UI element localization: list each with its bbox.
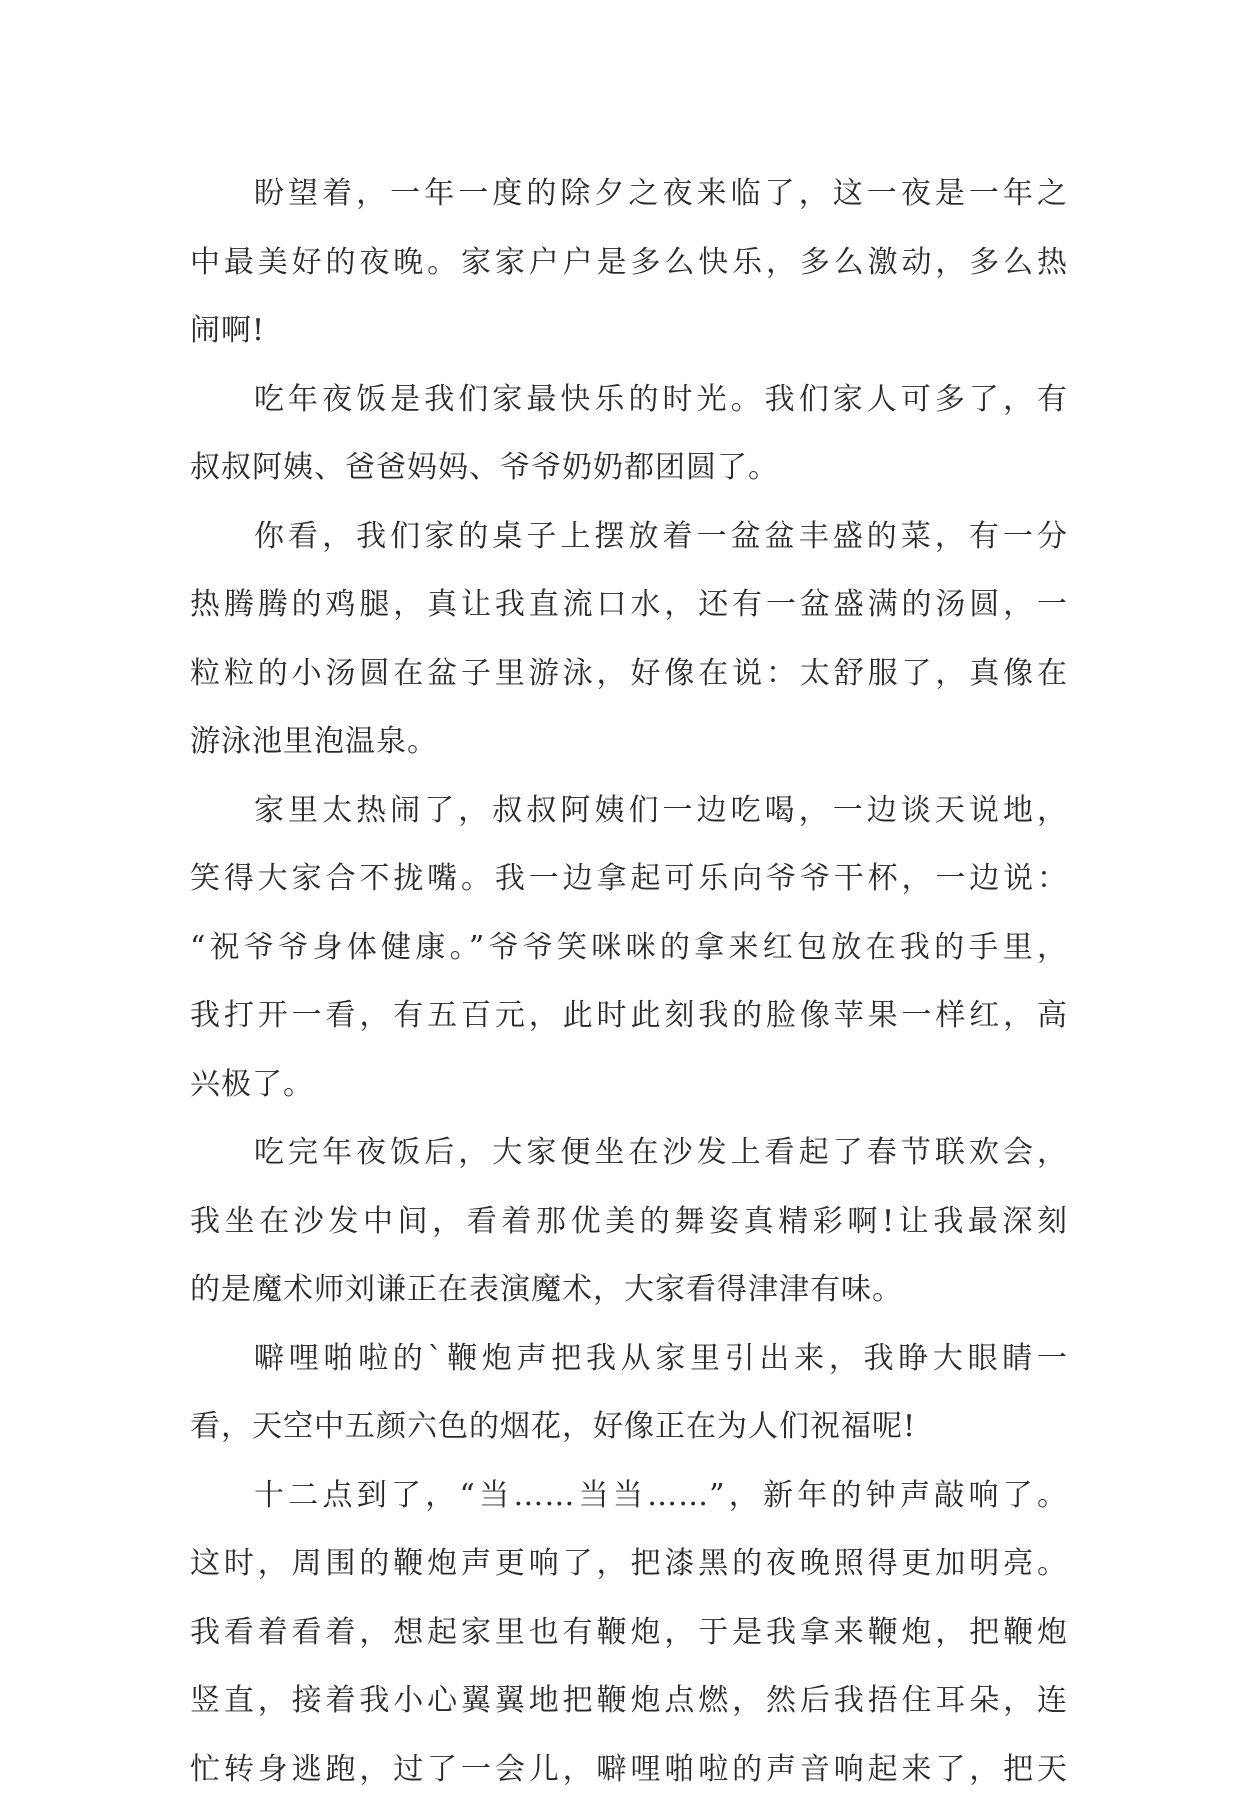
text-line: 忙转身逃跑，过了一会儿，噼哩啪啦的声音响起来了，把天 <box>190 1736 1068 1804</box>
text-line: 这时，周围的鞭炮声更响了，把漆黑的夜晚照得更加明亮。 <box>190 1530 1068 1599</box>
text-line: 盼望着，一年一度的除夕之夜来临了，这一夜是一年之 <box>190 160 1068 229</box>
essay-body <box>190 160 1068 1804</box>
text-line: 游泳池里泡温泉。 <box>190 708 1068 777</box>
text-line: 叔叔阿姨、爸爸妈妈、爷爷奶奶都团圆了。 <box>190 434 1068 503</box>
text-line: 我坐在沙发中间，看着那优美的舞姿真精彩啊!让我最深刻 <box>190 1188 1068 1257</box>
text-line: “祝爷爷身体健康。”爷爷笑咪咪的拿来红包放在我的手里， <box>190 914 1068 983</box>
text-line: 噼哩啪啦的`鞭炮声把我从家里引出来，我睁大眼睛一 <box>190 1325 1068 1394</box>
text-line: 我打开一看，有五百元，此时此刻我的脸像苹果一样红，高 <box>190 982 1068 1051</box>
text-line: 兴极了。 <box>190 1051 1068 1120</box>
text-line: 竖直，接着我小心翼翼地把鞭炮点燃，然后我捂住耳朵，连 <box>190 1667 1068 1736</box>
text-line: 吃完年夜饭后，大家便坐在沙发上看起了春节联欢会， <box>190 1119 1068 1188</box>
text-line: 看，天空中五颜六色的烟花，好像正在为人们祝福呢! <box>190 1393 1068 1462</box>
text-line: 的是魔术师刘谦正在表演魔术，大家看得津津有味。 <box>190 1256 1068 1325</box>
text-line: 家里太热闹了，叔叔阿姨们一边吃喝，一边谈天说地， <box>190 777 1068 846</box>
text-line: 你看，我们家的桌子上摆放着一盆盆丰盛的菜，有一分 <box>190 503 1068 572</box>
text-line: 笑得大家合不拢嘴。我一边拿起可乐向爷爷干杯，一边说： <box>190 845 1068 914</box>
text-line: 中最美好的夜晚。家家户户是多么快乐，多么激动，多么热 <box>190 229 1068 298</box>
text-line: 热腾腾的鸡腿，真让我直流口水，还有一盆盛满的汤圆，一 <box>190 571 1068 640</box>
text-line: 十二点到了，“当……当当……”，新年的钟声敲响了。 <box>190 1462 1068 1531</box>
text-line: 我看着看着，想起家里也有鞭炮，于是我拿来鞭炮，把鞭炮 <box>190 1599 1068 1668</box>
text-line: 粒粒的小汤圆在盆子里游泳，好像在说：太舒服了，真像在 <box>190 640 1068 709</box>
text-line: 闹啊! <box>190 297 1068 366</box>
text-line: 吃年夜饭是我们家最快乐的时光。我们家人可多了，有 <box>190 366 1068 435</box>
